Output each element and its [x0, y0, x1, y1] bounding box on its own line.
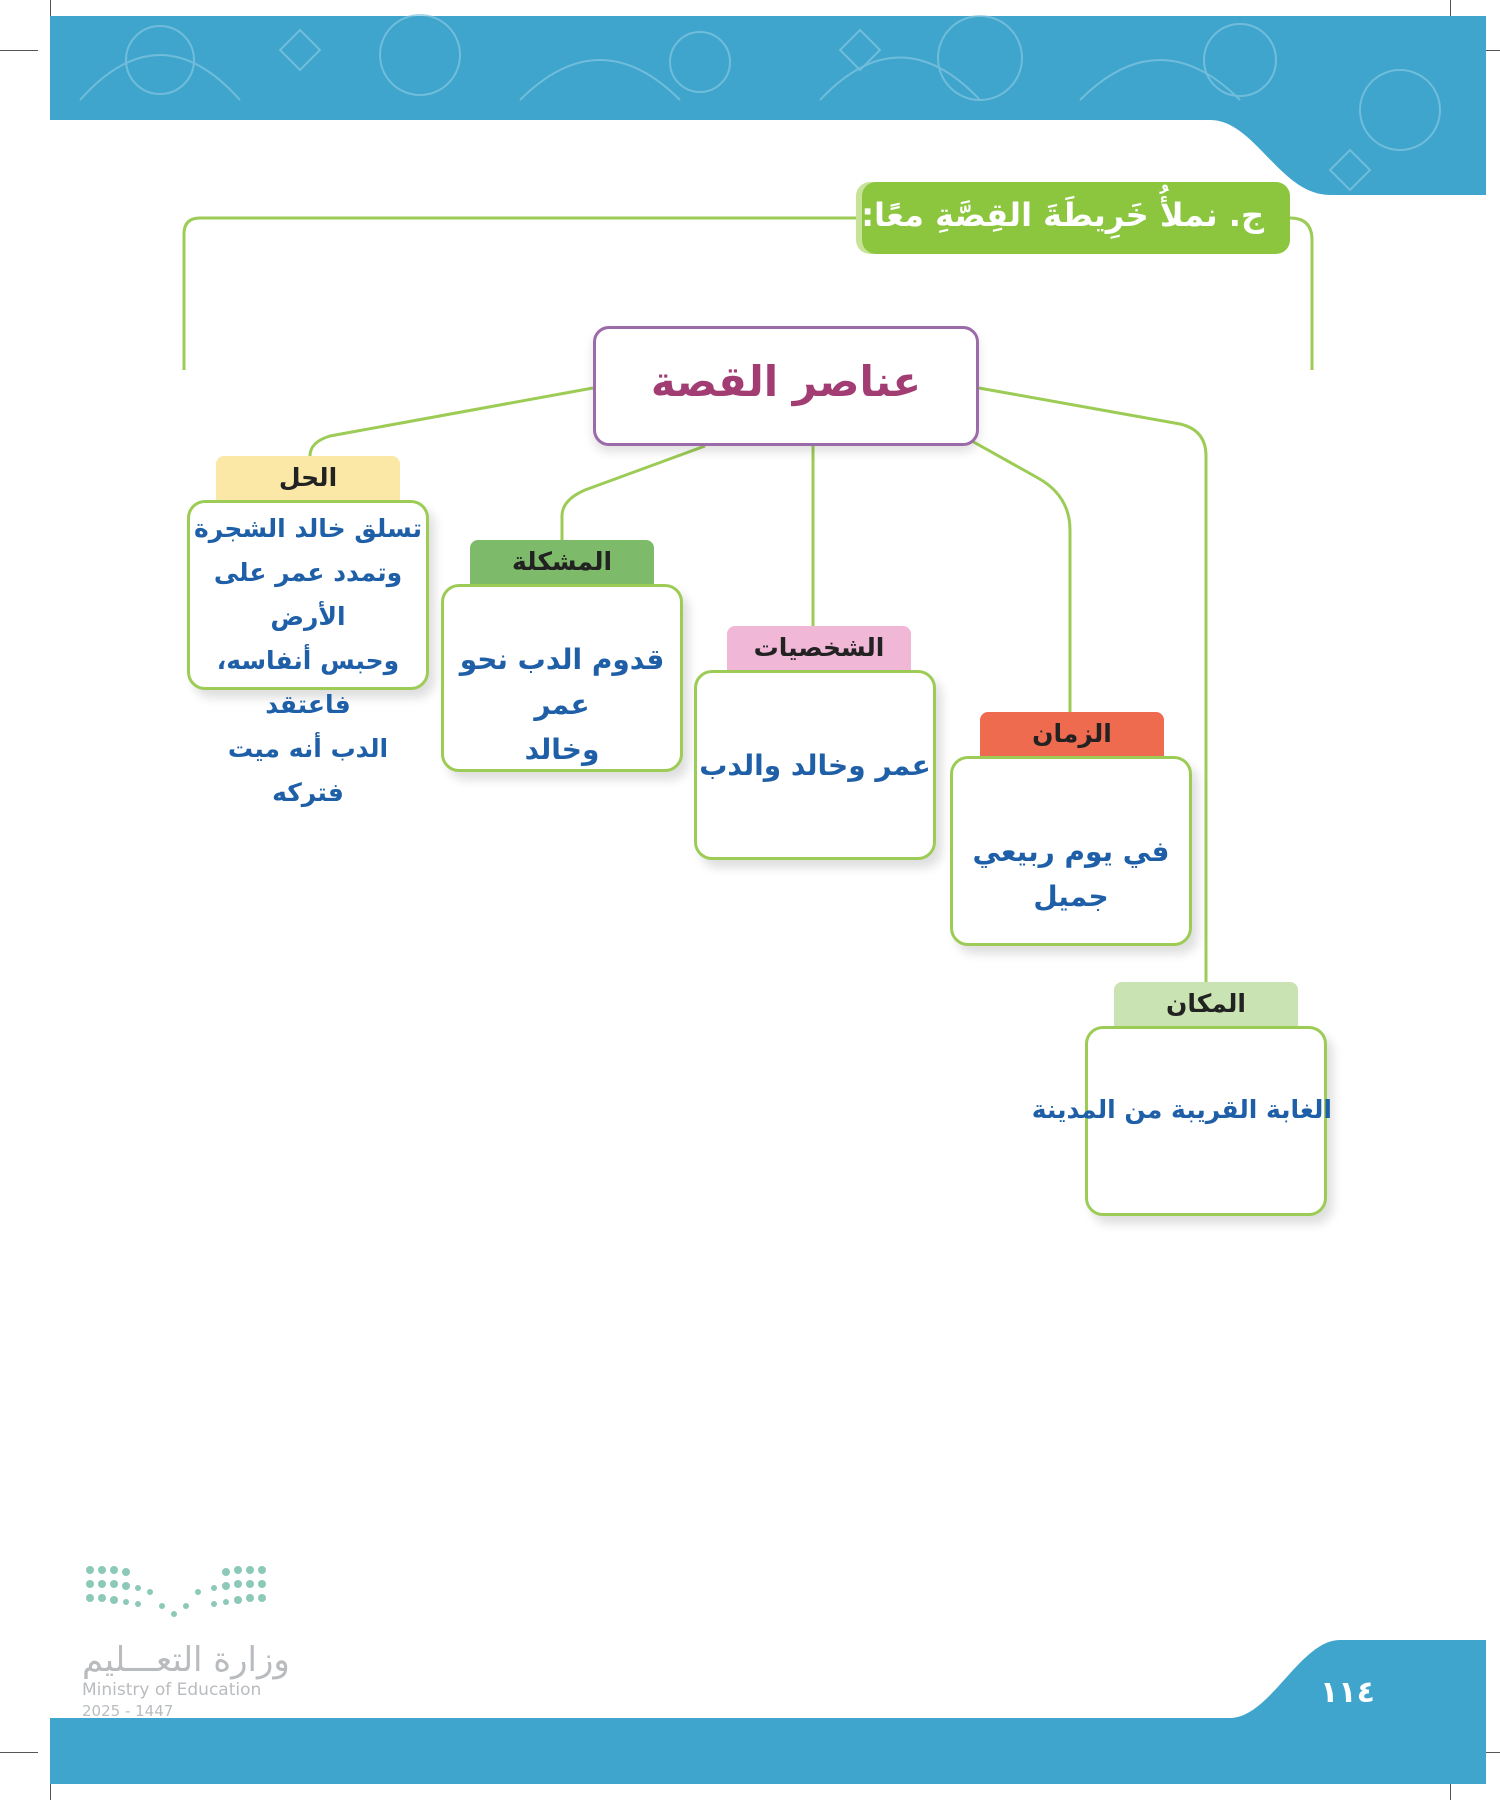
time-title: الزمان [1032, 719, 1112, 748]
resolution-card [187, 500, 429, 807]
problem-title: المشكلة [511, 547, 613, 576]
frame-line-right [1290, 218, 1312, 370]
characters-title: الشخصيات [753, 633, 885, 662]
characters-card [694, 670, 936, 860]
place-card [1031, 1026, 1332, 1216]
place-title: المكان [1166, 989, 1246, 1018]
task-banner [862, 182, 1290, 254]
characters-text: عمر وخالد والدب [699, 749, 931, 782]
resolution-text: تسلق خالد الشجرة وتمدد عمر على الأرض وحبس أنفاسه، فاعتقد الدب أنه ميت فتركه [194, 514, 422, 807]
ministry-name-ar: وزارة التعـــليم [82, 1640, 290, 1680]
task-label: ج. نملأُ خَرِيطَةَ القِصَّةِ معًا: [861, 196, 1264, 234]
time-tab [980, 712, 1164, 758]
characters-tab [727, 626, 911, 672]
ministry-logo-icon [84, 1562, 268, 1626]
connector-time [970, 440, 1070, 712]
ministry-name-en: Ministry of Education [82, 1680, 262, 1700]
resolution-tab [216, 456, 400, 502]
time-text: في يوم ربيعي جميل [972, 835, 1170, 913]
connector-resolution [310, 388, 593, 456]
problem-card [441, 584, 683, 772]
story-elements-root [593, 326, 979, 446]
time-card [950, 756, 1192, 946]
problem-text: قدوم الدب نحو عمر وخالد [459, 643, 665, 766]
resolution-title: الحل [278, 463, 338, 492]
ministry-year: 2025 - 1447 [82, 1702, 174, 1720]
place-tab [1114, 982, 1298, 1028]
place-text: الغابة القريبة من المدينة [1031, 1095, 1332, 1124]
connector-problem [562, 446, 705, 540]
page-number: ١١٤ [1320, 1675, 1375, 1710]
problem-tab [470, 540, 654, 586]
root-title: عناصر القصة [650, 357, 922, 406]
